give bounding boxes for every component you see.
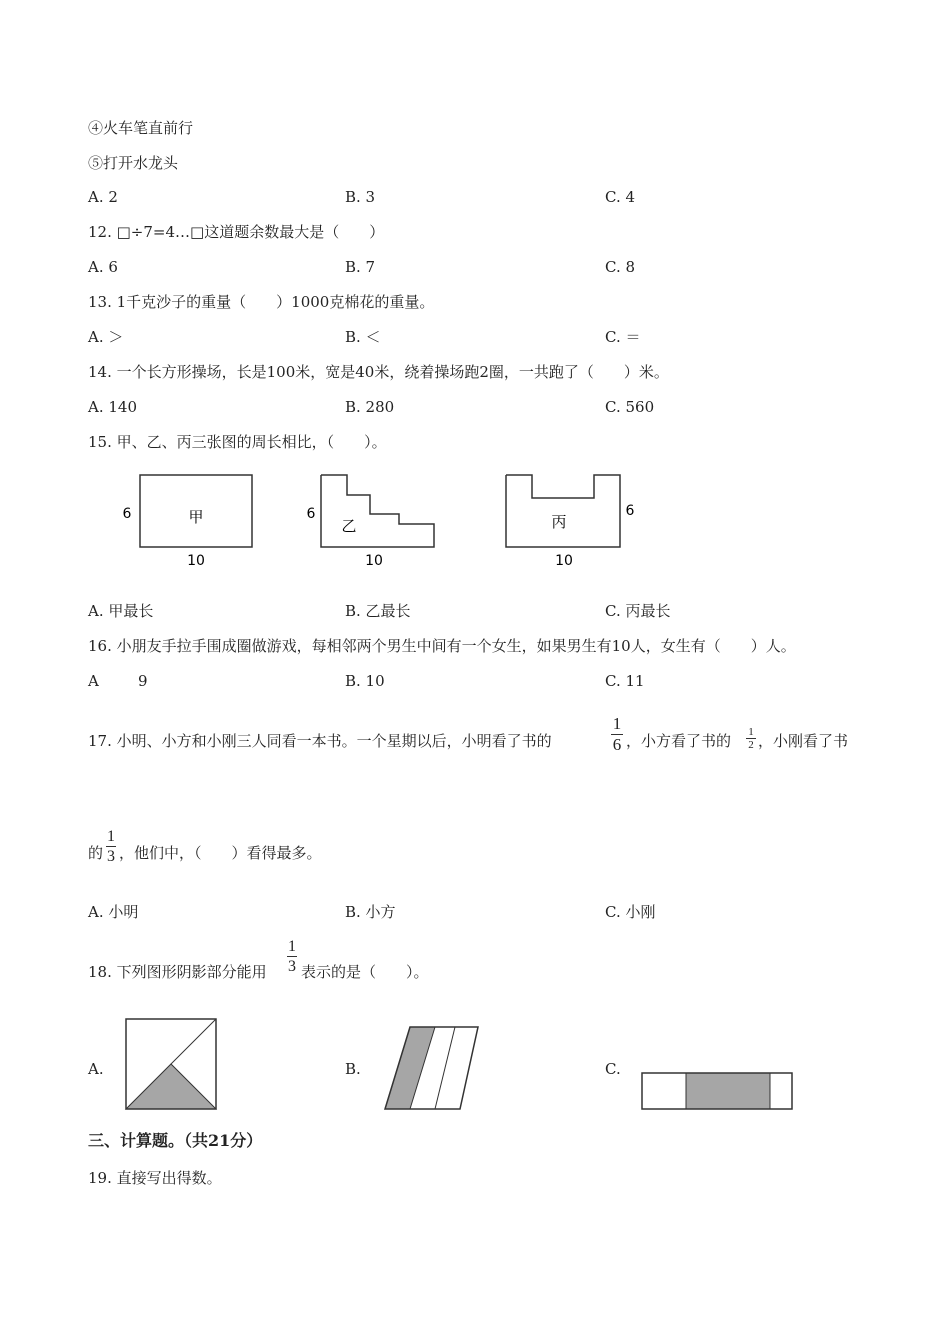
q12-text: 12. □÷7=4…□这道题余数最大是（ ）: [88, 223, 385, 241]
q11-item-5: ⑤打开水龙头: [88, 154, 179, 172]
q15-option-b: B. 乙最长: [345, 602, 411, 620]
q18-fraction: [285, 937, 299, 976]
q18-figure-a-shaded: [126, 1064, 216, 1109]
q18-figure-a-diagonal: [171, 1019, 216, 1064]
q11-option-b: B. 3: [345, 188, 376, 206]
q17-text-4: 的: [88, 844, 104, 862]
figure-yi-label: 乙: [341, 517, 357, 535]
q17-option-a: A. 小明: [88, 903, 139, 921]
figure-yi-height: 6: [306, 506, 316, 522]
figure-yi-width: 10: [365, 553, 383, 569]
q16-option-b: B. 10: [345, 672, 385, 690]
q12-option-c: C. 8: [605, 258, 636, 276]
q14-option-a: A. 140: [88, 398, 137, 416]
q13-option-a: A. ＞: [88, 328, 124, 346]
q16-option-a-value: 9: [138, 672, 148, 690]
q17-text-2: ，小方看了书的: [626, 732, 732, 750]
q17-text-3: ，小刚看了书: [758, 732, 849, 750]
q11-item-4: ④火车笔直前行: [88, 119, 194, 137]
q17-frac3-denominator: 3: [107, 848, 115, 865]
q18-option-c: C.: [605, 1060, 621, 1078]
q18-figure-b-divider: [435, 1027, 455, 1109]
figure-yi: [295, 465, 455, 575]
q14-option-c: C. 560: [605, 398, 655, 416]
q17-frac3-numerator: 1: [107, 828, 115, 845]
figure-jia-height: 6: [122, 506, 132, 522]
q17-frac1-denominator: 6: [612, 735, 622, 754]
q18-option-a: A.: [88, 1060, 104, 1078]
q18-option-b: B.: [345, 1060, 361, 1078]
q14-option-b: B. 280: [345, 398, 395, 416]
q18-text-2: 表示的是（ ）。: [301, 963, 429, 981]
q17-fraction-2: [745, 726, 757, 751]
q18-figure-c: [638, 1068, 798, 1114]
q16-option-a-letter: A: [88, 672, 99, 690]
q17-fraction-1: [609, 714, 625, 755]
q13-option-c: C. ＝: [605, 328, 641, 346]
figure-bing: [495, 465, 655, 575]
figure-jia: [110, 465, 270, 575]
figure-bing-label: 丙: [551, 513, 567, 531]
q11-option-c: C. 4: [605, 188, 636, 206]
q17-option-c: C. 小刚: [605, 903, 656, 921]
q17-fraction-3: [104, 827, 118, 866]
q17-option-b: B. 小方: [345, 903, 396, 921]
q15-text: 15. 甲、乙、丙三张图的周长相比，（ ）。: [88, 433, 387, 451]
q16-option-c: C. 11: [605, 672, 645, 690]
q18-frac-denominator: 3: [288, 958, 296, 975]
q16-text: 16. 小朋友手拉手围成圈做游戏，每相邻两个男生中间有一个女生，如果男生有10人，女生有（ ）人。: [88, 637, 796, 655]
q18-figure-b-shaded: [385, 1027, 435, 1109]
figure-yi-shape: [321, 475, 434, 547]
q14-text: 14. 一个长方形操场，长是100米，宽是40米，绕着操场跑2圈，一共跑了（ ）米。: [88, 363, 669, 381]
q12-option-b: B. 7: [345, 258, 376, 276]
q11-option-a: A. 2: [88, 188, 118, 206]
q15-option-c: C. 丙最长: [605, 602, 671, 620]
q19-text: 19. 直接写出得数。: [88, 1169, 222, 1187]
figure-bing-shape: [506, 475, 620, 547]
q17-frac1-numerator: 1: [612, 714, 622, 733]
q18-text-1: 18. 下列图形阴影部分能用: [88, 963, 267, 981]
q17-frac2-denominator: 2: [748, 739, 754, 751]
q18-frac-numerator: 1: [288, 938, 296, 955]
q18-figure-b: [380, 1022, 485, 1114]
q18-figure-a: [120, 1014, 222, 1114]
q12-option-a: A. 6: [88, 258, 118, 276]
figure-jia-label: 甲: [188, 508, 204, 526]
q13-option-b: B. ＜: [345, 328, 381, 346]
q17-text-1: 17. 小明、小方和小刚三人同看一本书。一个星期以后，小明看了书的: [88, 732, 552, 750]
q18-figure-c-shaded: [686, 1073, 770, 1109]
section-3-heading: 三、计算题。（共21分）: [88, 1131, 263, 1150]
figure-jia-width: 10: [187, 553, 205, 569]
q15-option-a: A. 甲最长: [88, 602, 154, 620]
q13-text: 13. 1千克沙子的重量（ ）1000克棉花的重量。: [88, 293, 435, 311]
q17-frac2-numerator: 1: [748, 726, 754, 738]
figure-bing-width: 10: [555, 553, 573, 569]
q17-text-5: ，他们中，（ ）看得最多。: [119, 844, 322, 862]
figure-bing-height: 6: [625, 503, 635, 519]
